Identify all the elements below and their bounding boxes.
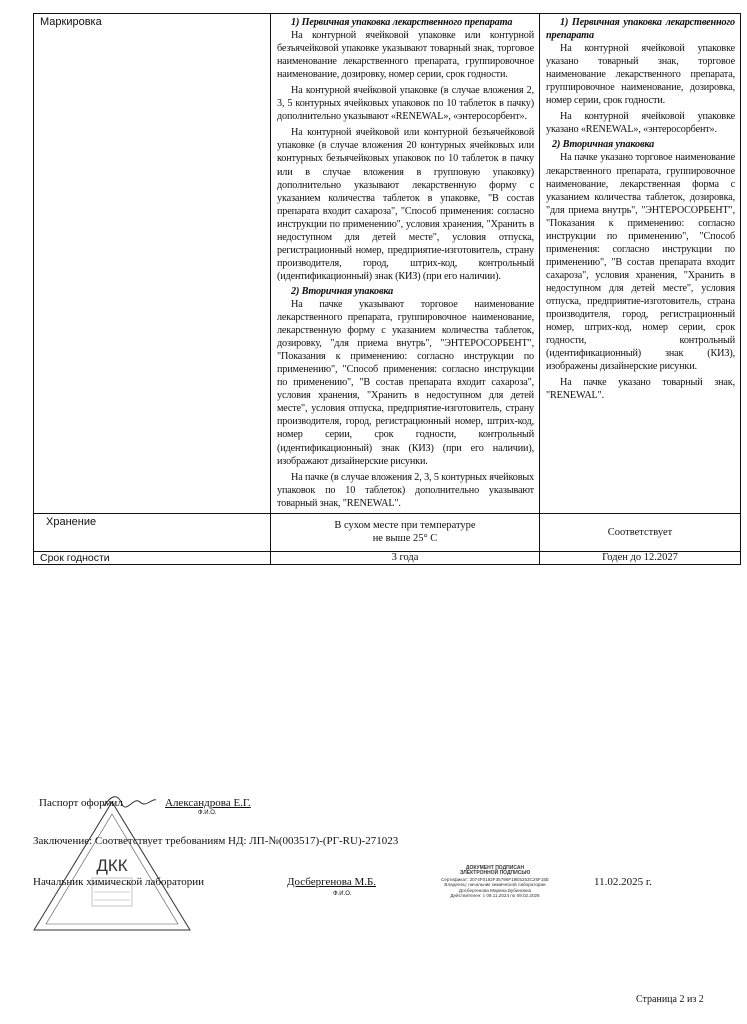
storage-spec-line2: не выше 25° С [372,533,438,545]
table-row-marking [34,14,741,514]
esig-title2: ЭЛЕКТРОННОЙ ПОДПИСЬЮ [459,870,531,877]
result-paragraph: На контурной ячейковой упаковке указано товарный знак, торговое наименование лекарственного препарата, группировочное наименование, дозировка, номер серии, срок годности. [546,43,735,107]
table-row-shelf-life [34,551,741,564]
result-heading-secondary: 2) Вторичная упаковка [552,139,655,151]
esig-valid: Действителен: с 09.11.2024 по 09.02.2026 [450,893,540,899]
storage-label: Хранение [34,513,271,551]
storage-spec-line1: В сухом месте при температуре [334,520,476,532]
electronic-signature-block [400,866,590,898]
signing-date: 11.02.2025 г. [594,876,652,888]
result-heading-primary: 1) Первичная упаковка лекарственного препарата [546,17,735,42]
shelf-life-label: Срок годности [34,551,271,564]
spec-paragraph: На пачке указывают торговое наименование лекарственного препарата, группировочное наименование, лекарственную форму с указанием количества таблеток, дозировку, "для приема внутрь", "ЭНТЕРОСОРБЕНТ", "Показания к применению: согласно инструкции по применению", "Способ применения: согласно инструкции по применению", "В состав препарата входит сахароза", условия хранения, "Хранить в недоступном для детей месте", условия отпуска, предприятие-изготовитель, страну производителя, город, регистрационный номер, штрих-код, номер серии, срок годности, контрольный (идентификационный) знак (КИЗ) (при его наличии), изображают дизайнерские рисунки. [277,298,534,467]
spec-paragraph: На контурной ячейковой упаковке или контурной безъячейковой упаковке указывают товарный знак, торговое наименование лекарственного препарата, группировочное наименование, дозировку, номер серии, срок годности. [277,30,534,81]
head-label: Начальник химической лаборатории [33,876,204,888]
esig-title1: ДОКУМЕНТ ПОДПИСАН [465,865,525,871]
stamp-text: ДКК [96,856,128,875]
spec-paragraph: На контурной ячейковой упаковке (в случае вложения 2, 3, 5 контурных ячейковых упаковок по 10 таблеток в пачку) дополнительно указывают «RENEWAL», «энтеросорбент». [277,85,534,123]
marking-spec [271,14,540,514]
esig-cert: Сертификат: 2074F0182F35796F19E5253C25F15E [441,876,549,882]
passport-name: Александрова Е.Г. [165,797,251,809]
page-number: Страница 2 из 2 [636,994,704,1005]
spec-paragraph: На контурной ячейковой или контурной безъячейковой упаковке (в случае вложения 20 контурных ячейковых или контурных безъячейковых упаковок по 10 таблеток в пачку или в случае вложения в групповую упаковку) дополнительно указывают лекарственную форму с указанием количества таблеток в упаковке, "В состав препарата входит сахароза", "Способ применения: согласно инструкции по применению", условия хранения, "Хранить в недоступном для детей месте", условия отпуска, регистрационный номер, предприятие-изготовитель, страну производителя, город, штрих-код, контрольный (идентификационный) знак (КИЗ) (при его наличии). [277,127,534,282]
passport-label: Паспорт оформил [39,797,123,809]
result-paragraph: На контурной ячейковой упаковке указано «RENEWAL», «энтеросорбент». [546,111,735,136]
result-paragraph: На пачке указано торговое наименование лекарственного препарата, группировочное наименование, лекарственная форма с указанием количества таблеток, дозировка, "для приема внутрь", "ЭНТЕРОСОРБЕНТ", "Показания к применению: согласно инструкции по применению", "Способ применения: согласно инструкции по применению", "В состав препарата входит сахароза", условия хранения, "Хранить в недоступном для детей месте", условия отпуска, предприятие-изготовитель, страна производителя, город, регистрационный номер, штрих-код, номер серии, срок годности, контрольный (идентификационный) знак (КИЗ), изображены дизайнерские рисунки. [546,152,735,373]
esig-owner-name: Досбергенова Марина Бубиновна [458,887,532,893]
marking-result [540,14,741,514]
spec-heading-secondary: 2) Вторичная упаковка [291,285,394,297]
storage-spec [271,513,540,551]
head-caption: Ф.И.О. [333,891,352,897]
passport-signature [100,790,160,812]
storage-result: Соответствует [540,513,741,551]
result-paragraph: На пачке указано товарный знак, "RENEWAL". [546,377,735,402]
spec-paragraph: На пачке (в случае вложения 2, 3, 5 контурных ячейковых упаковок по 10 таблеток) дополнительно указывают товарный знак, "RENEWAL". [277,471,534,509]
esig-owner: Владелец: начальник химической лаборатории [444,882,546,888]
conclusion-text: Заключение: Соответствует требованиям НД: ЛП-№(003517)-(РГ-RU)-271023 [33,835,399,847]
table-row-storage [34,513,741,551]
marking-label: Маркировка [34,14,271,514]
passport-caption: Ф.И.О. [198,810,217,816]
qc-stamp [30,796,195,936]
head-name: Досбергенова М.Б. [287,876,377,888]
spec-heading-primary: 1) Первичная упаковка лекарственного препарата [291,17,513,28]
shelf-life-spec: 3 года [271,551,540,564]
spec-table [33,13,741,565]
shelf-life-result: Годен до 12.2027 [540,551,741,564]
